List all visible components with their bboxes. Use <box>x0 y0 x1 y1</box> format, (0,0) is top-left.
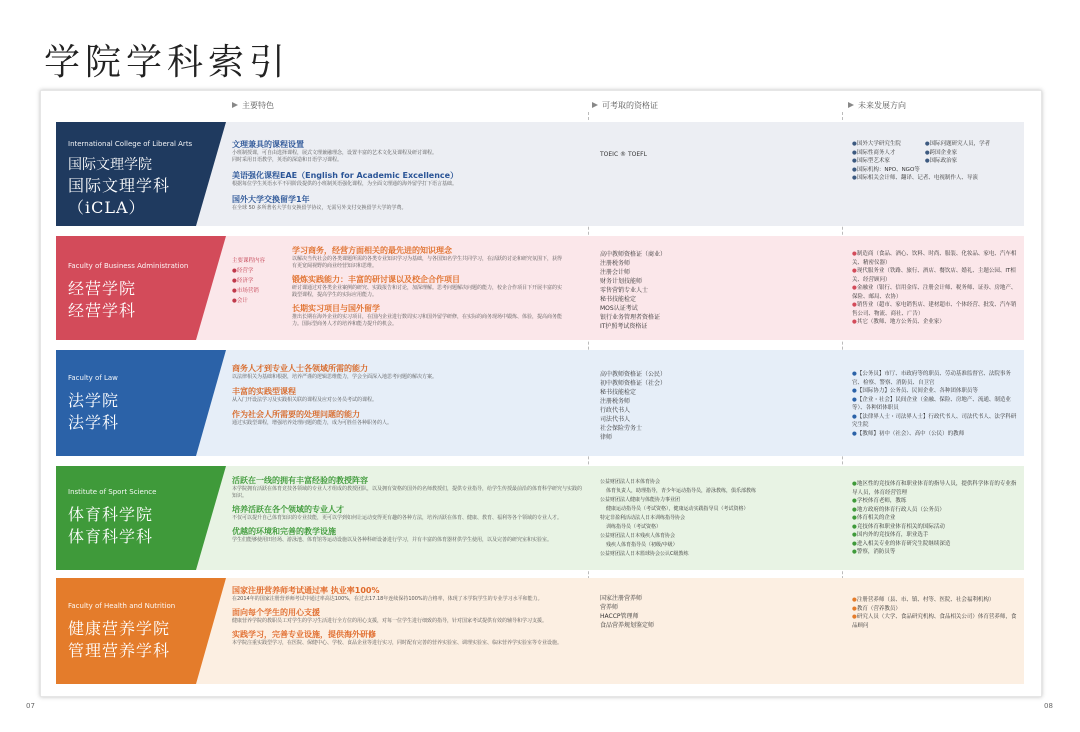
feature-heading: 优越的环境和完善的教学设施 <box>232 527 336 536</box>
features <box>232 582 582 647</box>
page-number-left: 07 <box>26 702 35 710</box>
arrow-right-icon <box>592 102 598 108</box>
cert-item: 社会保险劳务士 <box>600 425 643 432</box>
faculty-cn: 健康营养学院 <box>68 619 171 638</box>
course-item: 经营学 <box>236 268 254 274</box>
cert-item: 银行业务管理者资格证 <box>600 314 661 321</box>
future-item: 销售业（超市、家电销售店、建材超市、个体经营、批发、汽车销售公司、物流、商社、广告） <box>852 302 1017 317</box>
future-item: 国际机构：NPO、NGO等 <box>856 166 920 173</box>
cert-item: 公益财团法人日本残疾人体育协会 <box>600 533 676 539</box>
feature-text: 本学院拥有活跃在体育竞技各领域的专业人才组成的教授团队，以及拥有资格的国外的名师教授们，提供专业指导，给学生传授最前沿的体育科学研究与实践的知识。 <box>232 486 583 499</box>
cert-item: 秘书技能检定 <box>600 296 637 303</box>
course-list-title: 主要课程内容 <box>232 258 266 264</box>
page-title: 学院学科索引 <box>44 42 291 83</box>
cert-list <box>600 250 810 331</box>
future-item: 【公务员】市厅、市政府等的职员、劳动基准监督官、法院事务官、检察、警察、消防员、自卫官 <box>852 371 1011 386</box>
faculty-label <box>68 488 156 548</box>
department-abbr: （iCLA） <box>68 198 146 217</box>
course-item: 市场营销 <box>236 288 259 294</box>
feature-heading: 美语强化课程EAE（English for Academic Excellence） <box>232 171 459 180</box>
faculty-en: Faculty of Law <box>68 374 118 382</box>
feature-heading: 作为社会人所需要的处理问题的能力 <box>232 410 360 419</box>
future-item: 地区性的竞技体育和职业体育的指导人员，提供科学体育的专业指导人员，体育经营管理 <box>852 481 1017 496</box>
future-item: 竞技体育和职业体育相关的国际活动 <box>856 523 945 530</box>
course-list: 主要课程内容 ●经营学 ●经济学 ●市场营销 ●会计 <box>232 256 282 306</box>
feature-text: 在2014年的国家注册营养师考试中通过率高达100%，在过去17.18年连续保持100%的合格率，体现了本学院学生的专业学习水平和能力。 <box>232 596 543 602</box>
feature-heading: 国外大学交换留学1年 <box>232 195 310 204</box>
future-item: 国际问题研究人员，学者 <box>929 141 991 147</box>
cert-list <box>600 150 810 159</box>
feature-heading: 培养活跃在各个领域的专业人才 <box>232 505 344 514</box>
faculty-row-business <box>56 236 1024 340</box>
faculty-en: Institute of Sport Science <box>68 488 157 496</box>
cert-item: 零售营销专业人士 <box>600 287 649 294</box>
future-item: 国内外的竞技体育，职业选手 <box>856 532 929 538</box>
faculty-row-health <box>56 578 1024 684</box>
feature-text: 推出长期在海外企业的实习项目，在国内企业进行数周实习和国外留学研修，在实际的商务现场中锻炼、体验，提高商务能力。国际型商务人才的培养和能力提升的机会。 <box>292 314 563 327</box>
feature-text: 通过实践型课程，增强培养处理问题的能力，成为可胜任各种职务的人。 <box>232 420 393 426</box>
future-item: 国际相关会计师、翻译、记者、电视制作人、导演 <box>856 175 978 181</box>
feature-heading: 学习商务，经营方面相关的最先进的知识理念 <box>292 246 452 255</box>
faculty-cn: 体育科学院 <box>68 505 154 524</box>
feature-text: 本学院注重实践型学习，在医院、保健中心、学校、食品企业等进行实习，同时配有完善的营养实验室、调理实验室、临床营养学实验室等专业设施。 <box>232 640 563 646</box>
features <box>292 242 562 328</box>
future-item: 制造商（食品、酒心、饮料、时尚、服装、化妆品、家电、汽车相关、精密仪器） <box>852 251 1017 266</box>
feature-text: 健康营养学院的教职员工对学生的学习生活进行全方位的用心支援，对每一位学生进行细致的指导，针对国家考试提供有效的辅导和学习支援。 <box>232 618 548 624</box>
feature-heading: 长期实习项目与国外留学 <box>292 304 380 313</box>
future-item: 其它（教师、地方公务员、企业家） <box>856 319 945 325</box>
future-item: 国际性商务人才 <box>856 149 896 156</box>
faculty-row-law <box>56 350 1024 456</box>
feature-text: 在全球 50 多所著名大学有交换留学协议，无需另外支付交换留学大学的学费。 <box>232 205 407 211</box>
feature-text: 从入门开设法学习及实践相关联的课程及应对公务员考试的课程。 <box>232 397 378 403</box>
department-cn: 体育科学科 <box>68 527 154 546</box>
feature-heading: 文理兼具的课程设置 <box>232 140 304 149</box>
faculty-cn: 经营学院 <box>68 279 137 298</box>
future-item: 学校体育老师，教练 <box>856 498 907 504</box>
future-item: 现代服务业（铁路、旅行、酒店、餐饮店、婚礼、主题公园、IT相关、经营顾问） <box>852 268 1016 283</box>
future-item: 研究人员（大学、食品研究机构、食品相关公司）体育营养师，食品顾问 <box>852 614 1017 629</box>
future-list: ●国外大学研究生院 ●国际问题研究人员，学者 ●国际性商务人才 ●跨国企业家 ●国际型艺术家 ●国际政治家 ●国际机构：NPO、NGO等 ●国际相关会计师、翻译、记者、电视制作人、导演 <box>852 141 991 181</box>
faculty-label <box>68 262 188 322</box>
faculty-cn: 国际文理学院 <box>68 157 152 173</box>
future-item: 【教师】初中（社会）、高中（公民）的教师 <box>856 430 965 437</box>
feature-text: 不仅可以提升自己体育知识的专业技能，更可以学到如何让运动变得更有趣的各种方法，培养活跃在体育、健康、教育、福利等各个领域的专业人才。 <box>232 515 563 521</box>
future-item: 地方政府的体育行政人员（公务员） <box>856 506 945 513</box>
faculty-label <box>68 140 192 219</box>
faculty-label <box>68 374 119 434</box>
cert-item: 食品营养规划鉴定师 <box>600 622 655 629</box>
cert-item: 高中教师资格证（商业） <box>600 251 667 258</box>
future-list: ●【公务员】市厅、市政府等的职员、劳动基准监督官、法院事务官、检察、警察、消防员、自卫官 ●【国际协力】公务员、民间企业、各种团体职员等 ●【企业・社会】民间企业（金融、保险、房地产、流通、制造业等）、各种团体职员 ●【法律界人士・司法界人士】行政代书人、司法代书人、法学科研究生院 ●【教师】初中（社会）、高中（公民）的教师 <box>852 371 1017 437</box>
col-header-features: 主要特色 <box>232 100 274 111</box>
cert-item: 体育负责人，助理指导，青少年运动指导员，游泳教练，俱乐部教练 <box>606 488 757 494</box>
arrow-right-icon <box>232 102 238 108</box>
cert-item: MOS认证考试 <box>600 305 638 312</box>
feature-heading: 锻炼实践能力：丰富的研讨课以及校企合作项目 <box>292 275 460 284</box>
cert-item: 初中教师资格证（社会） <box>600 380 667 387</box>
cert-item: 司法代书人 <box>600 416 631 423</box>
cert-item: 公益财团法人健康与体能协力事业团 <box>600 497 681 503</box>
future-item: 跨国企业家 <box>929 149 958 156</box>
cert-list <box>600 594 810 630</box>
feature-text: 根据每位学生英语水平不同阶段提供的小班制英语强化课程，为全面文理通的海外留学打下语言基础。 <box>232 181 458 187</box>
future-list: ●注册营养师（县、市、镇、村等、医院、社会福利机构） ●教育（营养教员） ●研究人员（大学、食品研究机构、食品相关公司）体育营养师，食品顾问 <box>852 597 1017 629</box>
cert-item: 公益财团法人日本篮球协会公认C级教练 <box>600 551 689 557</box>
cert-item: 健康运动指导员（考试资格），健康运动实践指导员（考试资格） <box>606 506 749 512</box>
future-item: 国外大学研究生院 <box>856 141 901 147</box>
future-item: 警察，消防员等 <box>856 549 896 555</box>
feature-heading: 商务人才到专业人士各领域所需的能力 <box>232 364 368 373</box>
future-list: ●制造商（食品、酒心、饮料、时尚、服装、化妆品、家电、汽车相关、精密仪器） ●现代服务业（铁路、旅行、酒店、餐饮店、婚礼、主题公园、IT相关、经营顾问） ●金融业（银行、信用金库、注册会计师、税务师、证券、房地产、保险、邮局、农协） ●销售业（超市、家电销售店、建材超市、个体经营、批发、汽车销售公司、物流、商社、广告） ●其它（教师、地方公务员、企业家） <box>852 251 1017 325</box>
future-item: 【企业・社会】民间企业（金融、保险、房地产、流通、制造业等）、各种团体职员 <box>852 396 1011 411</box>
cert-item: 特定非盈利活动法人日本训练指导协会 <box>600 515 686 521</box>
feature-heading: 丰富的实践型课程 <box>232 387 296 396</box>
department-cn: 国际文理学科 <box>68 176 171 195</box>
features <box>232 136 582 212</box>
cert-item: 营养师 <box>600 604 619 611</box>
feature-text: 以法律相关为基础和根据，培养严谨的逻辑思维能力，学会全面深入地思考问题的解决方案。 <box>232 374 438 380</box>
future-list: ●地区性的竞技体育和职业体育的指导人员，提供科学体育的专业指导人员，体育经营管理 ●学校体育老师，教练 ●地方政府的体育行政人员（公务员） ●体育相关的企业 ●竞技体育和职业体育相关的国际活动 ●国内外的竞技体育，职业选手 ●进入相关专业的体育研究生院继续深造 ●警察，消防员等 <box>852 481 1017 555</box>
future-item: 注册营养师（县、市、镇、村等、医院、社会福利机构） <box>856 597 995 603</box>
cert-item: IT护照考试资格证 <box>600 323 648 330</box>
feature-heading: 活跃在一线的拥有丰富经验的教授阵容 <box>232 476 368 485</box>
course-item: 会计 <box>236 298 248 304</box>
faculty-en: Faculty of Business Administration <box>68 262 189 270</box>
cert-item: 残疾人体育指导员（初级/中级） <box>606 542 678 548</box>
cert-item: 注册会计师 <box>600 269 631 276</box>
future-item: 【国际协力】公务员、民间企业、各种团体职员等 <box>856 388 978 394</box>
features <box>232 472 582 544</box>
cert-item: 秘书技能检定 <box>600 389 637 396</box>
feature-text: 学生们能够使用田径场、游泳池、体育馆等运动设施以及各种科研设备进行学习，并有丰富的体育器材供学生使用，以及完善的研究室和实验室。 <box>232 537 553 543</box>
future-item: 国际型艺术家 <box>856 158 890 164</box>
cert-item: TOEIC ® TOEFL <box>600 151 647 158</box>
faculty-row-sport <box>56 466 1024 570</box>
arrow-right-icon <box>848 102 854 108</box>
faculty-row-icla <box>56 122 1024 226</box>
feature-text: 同时采用日语教学，英语的深造和日语学习课程。 <box>232 157 343 163</box>
cert-item: 注册税务师 <box>600 398 631 405</box>
future-item: 体育相关的企业 <box>856 515 896 521</box>
cert-item: 律师 <box>600 434 613 441</box>
feature-text: 研讨课通过对各类企业案例的研究、实践报告和讨论，加深理解。思考问题解决问题的能力，校企合作项目下开展丰富的实践型课程，提高学生的实际应用能力。 <box>292 285 563 298</box>
features <box>232 360 582 427</box>
future-item: 教育（营养教员） <box>856 605 901 612</box>
future-item: 【法律界人士・司法界人士】行政代书人、司法代书人、法学科研究生院 <box>852 413 1017 428</box>
cert-item: HACCP管理师 <box>600 613 639 620</box>
feature-text: 小班制授课，可自由选择课程，展式文理兼融理念，设置丰富的艺术文化及课程及研讨课程。 <box>232 150 438 156</box>
feature-heading: 面向每个学生的用心支援 <box>232 608 320 617</box>
future-item: 国际政治家 <box>929 158 958 164</box>
col-header-certs: 可考取的资格证 <box>592 100 658 111</box>
department-cn: 法学科 <box>68 413 120 432</box>
cert-item: 高中教师资格证（公民） <box>600 371 667 378</box>
col-header-future: 未来发展方向 <box>848 100 906 111</box>
future-item: 金融业（银行、信用金库、注册会计师、税务师、证券、房地产、保险、邮局、农协） <box>852 285 1017 300</box>
cert-list <box>600 478 810 559</box>
feature-heading: 实践学习，完善专业设施，提供海外研修 <box>232 630 376 639</box>
feature-text: 以解决当代社会的各类课题所需的各类专业知识学习为基础，与各国知名学生共同学习，在活跃的讨论和研究氛围下，获得有更宽阔视野的商业经营知识和思维。 <box>292 256 563 269</box>
cert-item: 财务计划技能师 <box>600 278 643 285</box>
faculty-en: Faculty of Health and Nutrition <box>68 602 176 610</box>
department-cn: 管理营养学科 <box>68 641 171 660</box>
cert-item: 行政代书人 <box>600 407 631 414</box>
cert-list <box>600 370 810 442</box>
page-number-right: 08 <box>1044 702 1053 710</box>
cert-item: 国家注册营养师 <box>600 595 643 602</box>
faculty-cn: 法学院 <box>68 391 120 410</box>
future-item: 进入相关专业的体育研究生院继续深造 <box>856 540 951 547</box>
faculty-label <box>68 602 175 662</box>
cert-item: 训练指导员（考试资格） <box>606 524 662 530</box>
course-item: 经济学 <box>236 278 254 284</box>
feature-heading: 国家注册营养师考试通过率 执业率100% <box>232 586 380 595</box>
cert-item: 公益财团法人日本体育协会 <box>600 479 661 485</box>
faculty-en: International College of Liberal Arts <box>68 140 193 148</box>
cert-item: 注册税务师 <box>600 260 631 267</box>
department-cn: 经营学科 <box>68 301 137 320</box>
